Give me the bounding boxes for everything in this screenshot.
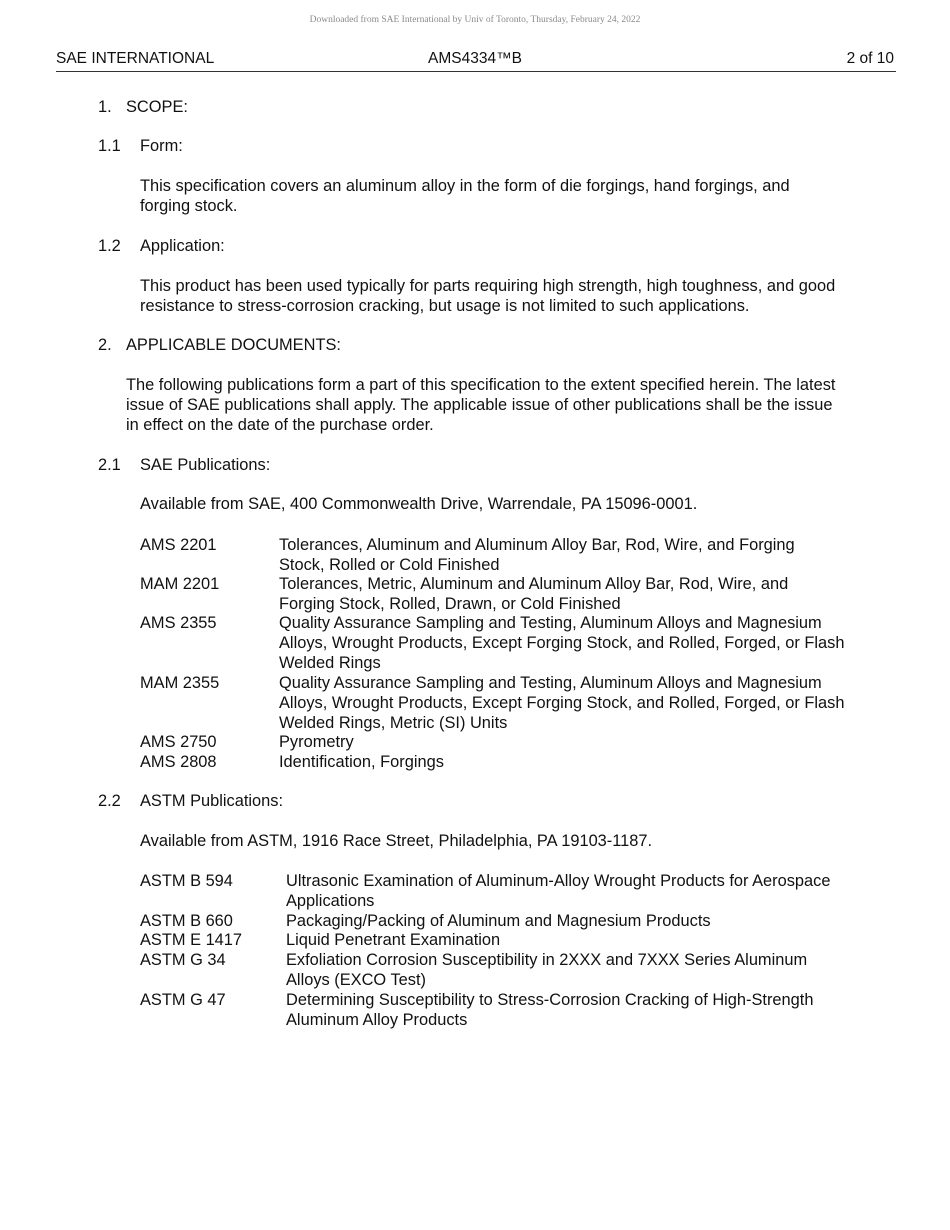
reference-title: Quality Assurance Sampling and Testing, Aluminum Alloys and Magnesium Alloys, Wrought Products, Except Forging Stock, and Rolled, Forged, or Flash Welded Rings, Metric (SI) Units (279, 674, 845, 732)
section-number: 2. (98, 336, 112, 354)
subsection-number: 2.1 (98, 456, 121, 474)
reference-code: MAM 2355 (140, 674, 220, 692)
reference-title: Quality Assurance Sampling and Testing, Aluminum Alloys and Magnesium Alloys, Wrought Products, Except Forging Stock, and Rolled, Forged, or Flash Welded Rings (279, 614, 845, 672)
reference-code: ASTM E 1417 (140, 931, 243, 949)
header-organization: SAE INTERNATIONAL (56, 50, 215, 67)
paragraph-applicable-documents: The following publications form a part of this specification to the extent specified herein. The latest issue of SAE publications shall apply. The applicable issue of other publications shall be the issue in effect on the date of the purchase order. (126, 376, 836, 434)
header-page-number: 2 of 10 (846, 50, 894, 67)
subsection-title-application: Application: (140, 237, 225, 255)
reference-code: AMS 2808 (140, 753, 217, 771)
subsection-number: 2.2 (98, 792, 121, 810)
reference-title: Determining Susceptibility to Stress-Corrosion Cracking of High-Strength Aluminum Alloy Products (286, 991, 814, 1029)
section-number: 1. (98, 98, 112, 116)
reference-code: ASTM G 47 (140, 991, 226, 1009)
astm-availability: Available from ASTM, 1916 Race Street, Philadelphia, PA 19103-1187. (140, 832, 653, 850)
reference-title: Packaging/Packing of Aluminum and Magnesium Products (286, 912, 711, 930)
section-title-applicable-documents: APPLICABLE DOCUMENTS: (126, 336, 341, 354)
subsection-title-form: Form: (140, 137, 183, 155)
reference-title: Ultrasonic Examination of Aluminum-Alloy Wrought Products for Aerospace Applications (286, 872, 831, 910)
reference-code: ASTM B 594 (140, 872, 233, 890)
reference-title: Tolerances, Metric, Aluminum and Aluminum Alloy Bar, Rod, Wire, and Forging Stock, Rolled, Drawn, or Cold Finished (279, 575, 789, 613)
reference-code: ASTM B 660 (140, 912, 233, 930)
reference-title: Pyrometry (279, 733, 354, 751)
reference-code: ASTM G 34 (140, 951, 226, 969)
reference-title: Identification, Forgings (279, 753, 444, 771)
subsection-number: 1.1 (98, 137, 121, 155)
header-rule (56, 71, 896, 72)
reference-code: AMS 2750 (140, 733, 217, 751)
subsection-title-astm-publications: ASTM Publications: (140, 792, 284, 810)
header-document-number: AMS4334™B (428, 50, 522, 67)
reference-title: Exfoliation Corrosion Susceptibility in 2XXX and 7XXX Series Aluminum Alloys (EXCO Test) (286, 951, 808, 989)
subsection-title-sae-publications: SAE Publications: (140, 456, 271, 474)
reference-title: Tolerances, Aluminum and Aluminum Alloy Bar, Rod, Wire, and Forging Stock, Rolled or Cold Finished (279, 536, 795, 574)
subsection-number: 1.2 (98, 237, 121, 255)
reference-code: MAM 2201 (140, 575, 220, 593)
download-watermark: Downloaded from SAE International by Univ of Toronto, Thursday, February 24, 2022 (309, 15, 641, 25)
paragraph-application: This product has been used typically for parts requiring high strength, high toughness, and good resistance to stress-corrosion cracking, but usage is not limited to such applications. (140, 277, 836, 315)
reference-code: AMS 2201 (140, 536, 217, 554)
paragraph-form: This specification covers an aluminum alloy in the form of die forgings, hand forgings, and forging stock. (140, 177, 790, 215)
reference-title: Liquid Penetrant Examination (286, 931, 501, 949)
section-title-scope: SCOPE: (126, 98, 188, 116)
reference-code: AMS 2355 (140, 614, 217, 632)
sae-availability: Available from SAE, 400 Commonwealth Drive, Warrendale, PA 15096-0001. (140, 495, 698, 513)
